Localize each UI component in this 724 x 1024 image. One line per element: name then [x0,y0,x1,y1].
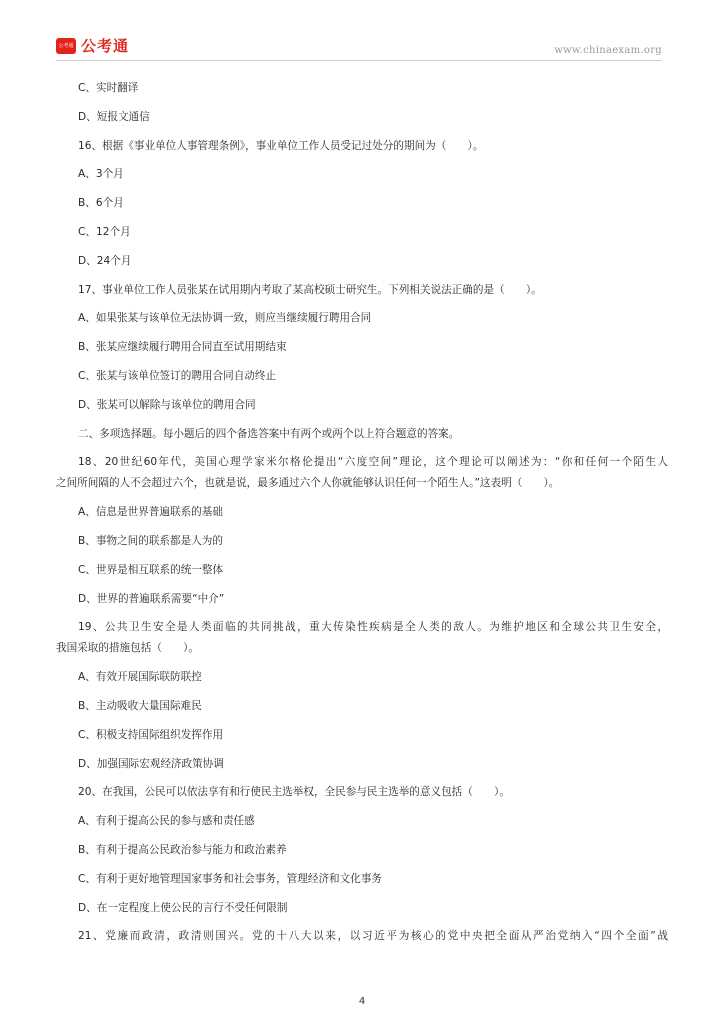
text-line: B、事物之间的联系都是人为的 [78,534,223,547]
text-line: A、3个月 [78,168,124,181]
text-line: 21、党廉而政清，政清则国兴。党的十八大以来，以习近平为核心的党中央把全面从严治党纳入“四个全面”战 [78,930,668,943]
text-line: C、积极支持国际组织发挥作用 [78,728,224,741]
logo [56,35,129,56]
text-line: D、在一定程度上使公民的言行不受任何限制 [78,901,288,914]
text-line: C、有利于更好地管理国家事务和社会事务，管理经济和文化事务 [78,872,383,885]
text-line: 19、公共卫生安全是人类面临的共同挑战，重大传染性疾病是全人类的敌人。为维护地区和全球公共卫生安全， [78,621,668,634]
text-line: A、有利于提高公民的参与感和责任感 [78,815,255,828]
text-line: 18、20世纪60年代，美国心理学家米尔格伦提出“六度空间”理论，这个理论可以阐述为：“你和任何一个陌生人 [78,456,668,469]
text-line: C、实时翻译 [78,82,139,94]
page-number: 4 [358,996,366,1007]
text-line: B、6个月 [78,197,124,210]
text-line: B、有利于提高公民政治参与能力和政治素养 [78,843,287,856]
text-line: B、张某应继续履行聘用合同直至试用期结束 [78,341,287,354]
text-line: 20、在我国，公民可以依法享有和行使民主选举权，全民参与民主选举的意义包括（ ）。 [78,786,510,799]
text-line: C、张某与该单位签订的聘用合同自动终止 [78,369,277,382]
logo-badge-icon: 公考通 [56,38,76,54]
page-header [0,0,724,62]
text-line: 二、多项选择题。每小题后的四个备选答案中有两个或两个以上符合题意的答案。 [78,427,460,440]
text-line: 16、根据《事业单位人事管理条例》，事业单位工作人员受记过处分的期间为（ ）。 [78,139,484,152]
text-line: 17、事业单位工作人员张某在试用期内考取了某高校硕士研究生。下列相关说法正确的是（ ）。 [78,283,542,296]
text-line: D、张某可以解除与该单位的聘用合同 [78,398,256,411]
header-divider [56,60,662,61]
text-line: D、加强国际宏观经济政策协调 [78,757,224,770]
text-line: 之间所间隔的人不会超过六个，也就是说，最多通过六个人你就能够认识任何一个陌生人。”这表明（ ）。 [56,477,560,490]
text-line: B、主动吸收大量国际难民 [78,699,202,712]
text-line: A、如果张某与该单位无法协调一致，则应当继续履行聘用合同 [78,312,372,325]
text-line: D、世界的普遍联系需要“中介” [78,592,225,605]
text-line: D、24个月 [78,254,132,267]
text-line: C、12个月 [78,225,131,238]
text-line: A、有效开展国际联防联控 [78,671,202,684]
text-line: C、世界是相互联系的统一整体 [78,563,224,576]
site-url: www.chinaexam.org [554,45,662,56]
document-body [56,79,668,956]
text-line: 我国采取的措施包括（ ）。 [56,642,200,655]
text-line: A、信息是世界普遍联系的基础 [78,506,223,519]
logo-name: 公考通 [81,37,130,55]
text-line: D、短报文通信 [78,110,150,123]
